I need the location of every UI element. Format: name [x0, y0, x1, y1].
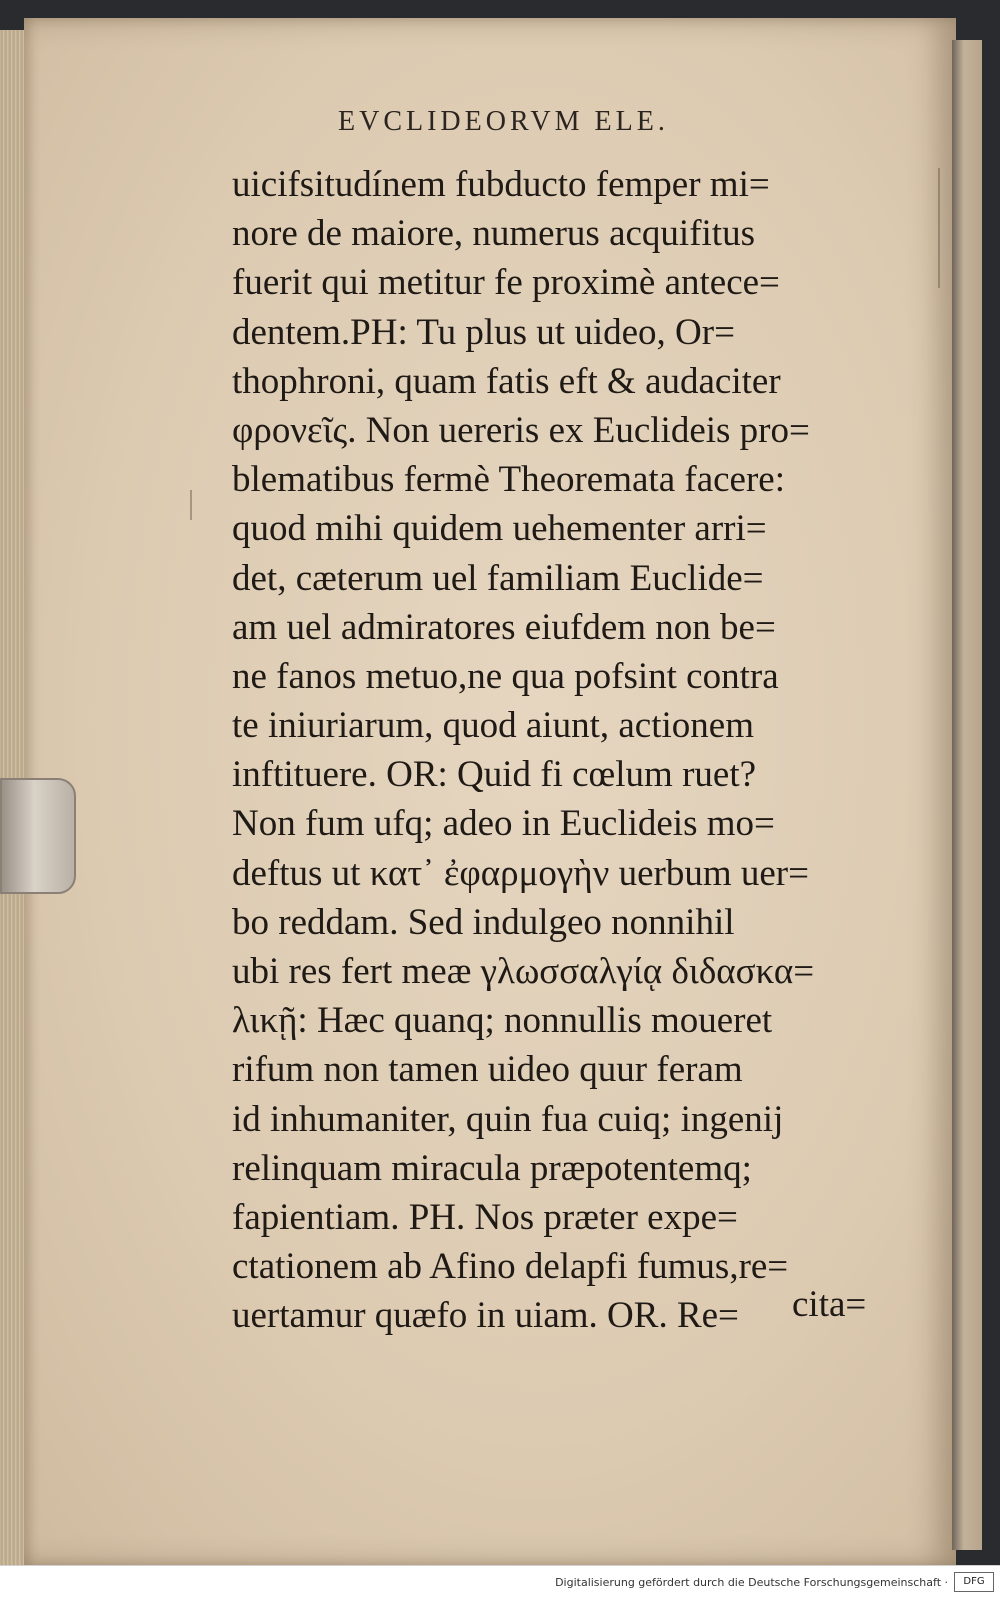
dfg-logo: DFG — [954, 1572, 994, 1592]
footer-credit: Digitalisierung gefördert durch die Deutsche Forschungsgemeinschaft · — [555, 1576, 948, 1589]
text-line: am uel admiratores eiufdem non be= — [232, 606, 776, 648]
text-line: id inhumaniter, quin fua cuiq; ingenij — [232, 1098, 784, 1140]
text-line: quod mihi quidem uehementer arri= — [232, 508, 767, 550]
text-line: nore de maiore, numerus acquifitus — [232, 213, 755, 255]
text-line: λικῇ: Hæc quanq; nonnullis moueret — [232, 1000, 773, 1042]
text-line: te iniuriarum, quod aiunt, actionem — [232, 705, 754, 747]
text-line: relinquam miracula præpotentemq; — [232, 1147, 752, 1189]
catchword: cita= — [792, 1284, 867, 1325]
text-line: uertamur quæfo in uiam. OR. Re= — [232, 1295, 739, 1337]
text-line: dentem.PH: Tu plus ut uideo, Or= — [232, 311, 735, 353]
page-edges-right — [952, 40, 982, 1550]
footer-bar — [0, 1565, 1000, 1598]
text-line: φρονεῖς. Non uereris ex Euclideis pro= — [232, 409, 810, 451]
text-line: ubi res fert meæ γλωσσαλγίᾳ διδασκα= — [232, 951, 815, 992]
text-line: bo reddam. Sed indulgeo nonnihil — [232, 901, 735, 943]
text-line: uicifsitudínem fubducto femper mi= — [232, 164, 770, 205]
margin-mark — [190, 490, 192, 520]
text-line: deftus ut κατ᾽ ἐφαρμογὴν uerbum uer= — [232, 852, 809, 894]
body-text — [232, 160, 882, 1341]
text-line: det, cæterum uel familiam Euclide= — [232, 557, 764, 599]
text-line: fapientiam. PH. Nos præter expe= — [232, 1196, 738, 1238]
text-line: thophroni, quam fatis eft & audaciter — [232, 360, 781, 402]
text-line: blematibus fermè Theoremata facere: — [232, 459, 785, 501]
running-head: EVCLIDEORVM ELE. — [338, 106, 669, 137]
margin-mark — [938, 168, 940, 288]
metal-clasp — [0, 778, 76, 894]
text-line: fuerit qui metitur fe proximè antece= — [232, 262, 780, 304]
text-line: rifum non tamen uideo quur feram — [232, 1049, 743, 1091]
text-line: ctationem ab Afino delapfi fumus,re= — [232, 1246, 789, 1288]
text-line: Non fum ufq; adeo in Euclideis mo= — [232, 803, 775, 845]
text-line: ne fanos metuo,ne qua pofsint contra — [232, 655, 779, 697]
text-line: inftituere. OR: Quid fi cœlum ruet? — [232, 754, 757, 796]
